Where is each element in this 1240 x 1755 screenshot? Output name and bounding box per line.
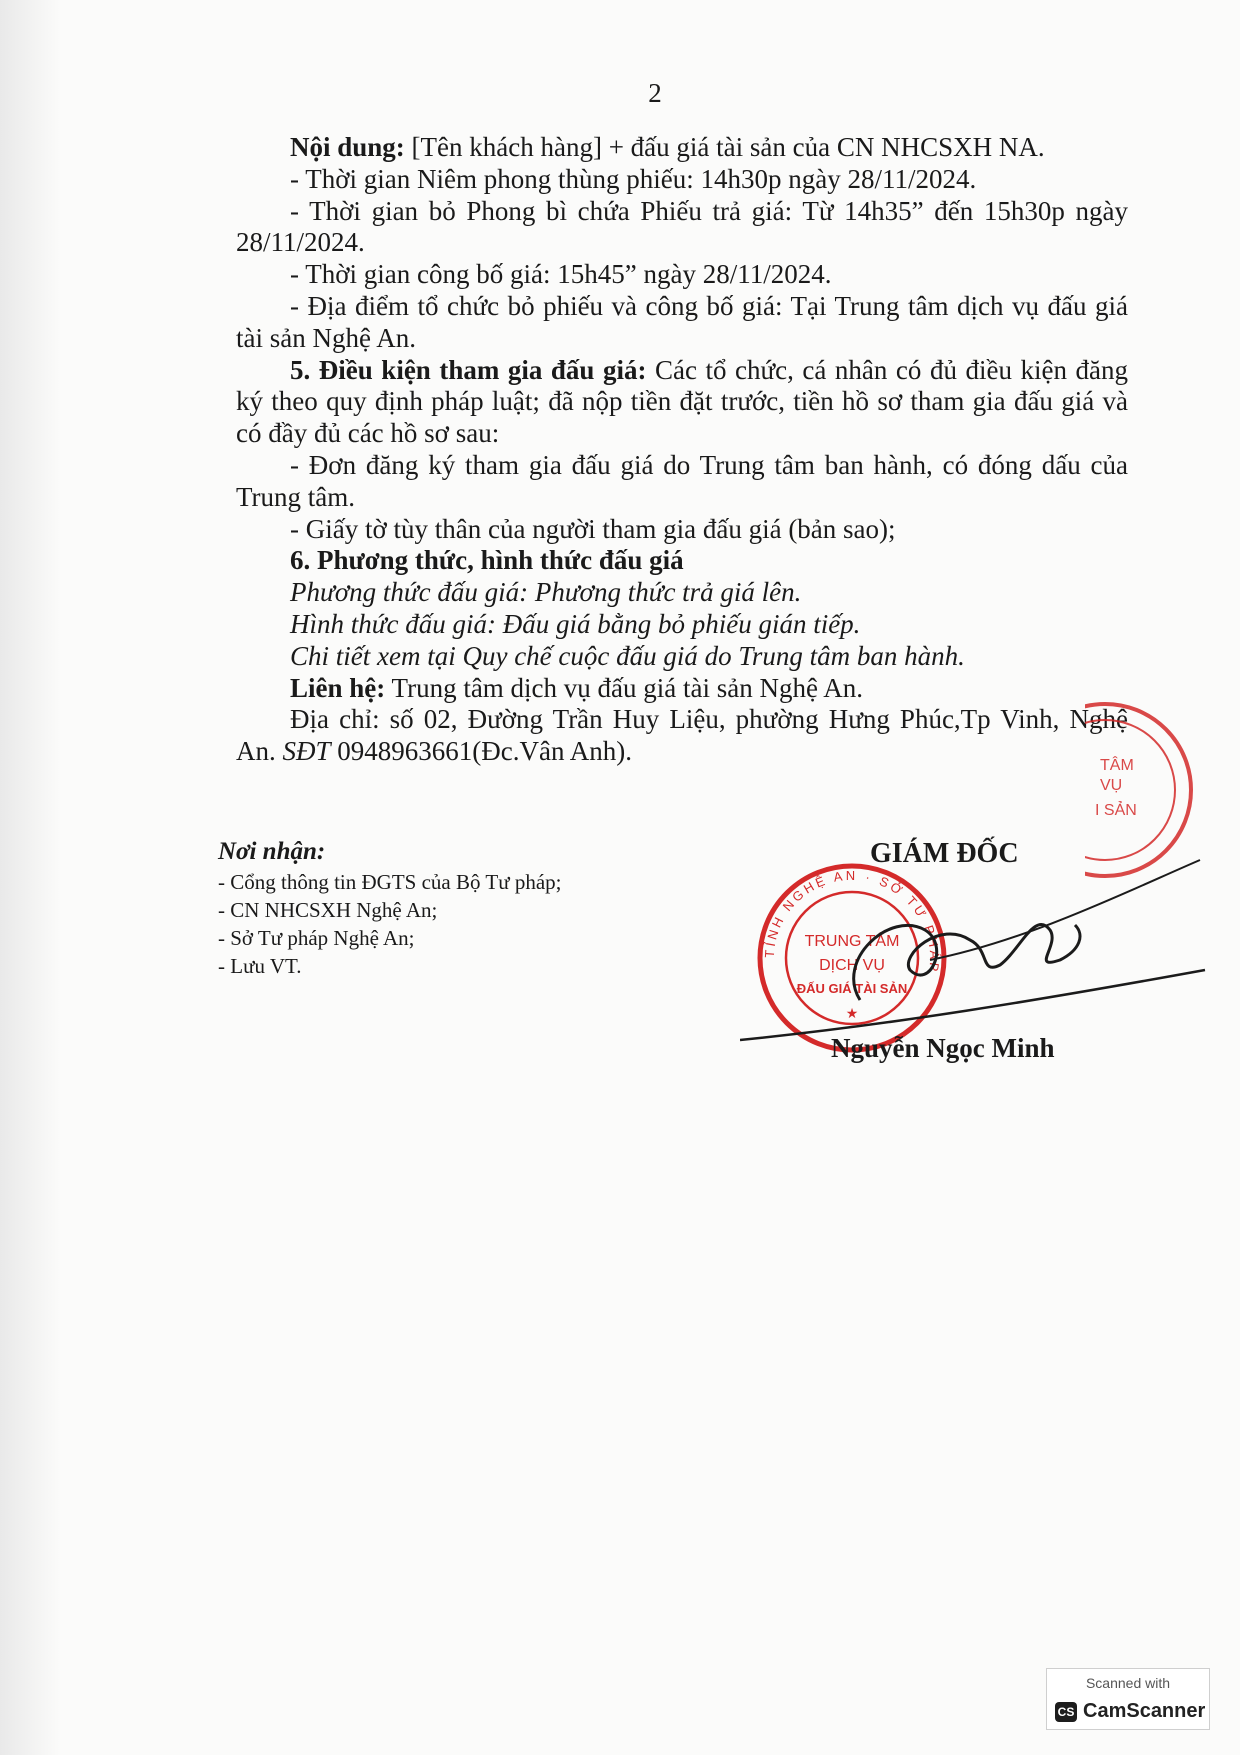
document-body [236, 132, 1128, 768]
paragraph-contact: Liên hệ: Trung tâm dịch vụ đấu giá tài sản Nghệ An. [290, 672, 863, 703]
svg-text:DỊCH VỤ: DỊCH VỤ [819, 957, 885, 974]
paragraph-envelope-time: - Thời gian bỏ Phong bì chứa Phiếu trả giá: Từ 14h35” đến 15h30p ngày 28/11/2024. [236, 195, 1128, 258]
svg-text:ĐẤU GIÁ TÀI SẢN: ĐẤU GIÁ TÀI SẢN [796, 981, 908, 996]
paragraph-address: Địa chỉ: số 02, Đường Trần Huy Liệu, phường Hưng Phúc,Tp Vinh, Nghệ An. SĐT 0948963661(Đc.Vân Anh). [236, 704, 1128, 767]
handwritten-signature-icon [740, 850, 1210, 1050]
section-heading-method: 6. Phương thức, hình thức đấu giá [290, 545, 684, 576]
recipient-item: - Sở Tư pháp Nghệ An; [218, 926, 415, 950]
paragraph-details: Chi tiết xem tại Quy chế cuộc đấu giá do Trung tâm ban hành. [290, 640, 965, 671]
recipient-item: - Cổng thông tin ĐGTS của Bộ Tư pháp; [218, 870, 562, 894]
signatory-name: Nguyễn Ngọc Minh [831, 1033, 1055, 1063]
svg-text:TRUNG TÂM: TRUNG TÂM [804, 933, 900, 950]
page-edge-shadow [0, 0, 60, 1755]
page-number: 2 [648, 78, 662, 108]
signatory-title: GIÁM ĐỐC [870, 838, 1019, 869]
recipient-item: - Lưu VT. [218, 954, 302, 978]
paragraph-content: Nội dung: [Tên khách hàng] + đấu giá tài sản của CN NHCSXH NA. [290, 132, 1045, 162]
badge-caption: Scanned with [1085, 1675, 1171, 1691]
paragraph-location: - Địa điểm tổ chức bỏ phiếu và công bố giá: Tại Trung tâm dịch vụ đấu giá tài sản Nghệ An. [236, 290, 1128, 353]
badge-brand: CamScanner [1083, 1700, 1206, 1722]
recipients-title: Nơi nhận: [218, 838, 326, 865]
paragraph-auction-form: Hình thức đấu giá: Đấu giá bằng bỏ phiếu gián tiếp. [290, 608, 861, 639]
svg-text:★: ★ [845, 1007, 859, 1022]
paragraph-auction-method: Phương thức đấu giá: Phương thức trả giá lên. [290, 577, 802, 608]
svg-text:I SẢN: I SẢN [1095, 802, 1137, 819]
svg-text:VỤ: VỤ [1100, 777, 1123, 794]
recipient-item: - CN NHCSXH Nghệ An; [218, 898, 438, 922]
svg-text:TỈNH NGHỆ AN · SỞ TƯ PHÁP: TỈNH NGHỆ AN · SỞ TƯ PHÁP [761, 867, 943, 976]
paragraph-seal-time: - Thời gian Niêm phong thùng phiếu: 14h30p ngày 28/11/2024. [290, 163, 977, 194]
recipients-list [218, 838, 561, 980]
paragraph-announce-time: - Thời gian công bố giá: 15h45” ngày 28/11/2024. [290, 259, 832, 290]
paragraph-conditions: 5. Điều kiện tham gia đấu giá: Các tổ chức, cá nhân có đủ điều kiện đăng ký theo quy định pháp luật; đã nộp tiền đặt trước, tiền hồ sơ tham gia đấu giá và có đầy đủ các hồ sơ sau: [236, 354, 1128, 449]
paragraph-id-documents: - Giấy tờ tùy thân của người tham gia đấu giá (bản sao); [290, 513, 896, 544]
svg-text:TÂM: TÂM [1100, 757, 1134, 774]
camscanner-logo-icon: CS [1055, 1702, 1077, 1722]
paragraph-application-form: - Đơn đăng ký tham gia đấu giá do Trung tâm ban hành, có đóng dấu của Trung tâm. [236, 449, 1128, 512]
camscanner-badge [1046, 1668, 1210, 1730]
